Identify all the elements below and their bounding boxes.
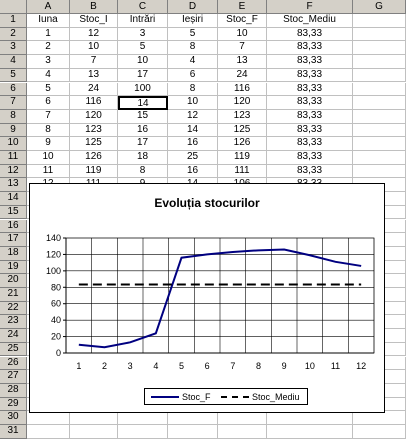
column-header-g[interactable]: G	[353, 0, 406, 14]
cell-a5[interactable]: 4	[27, 69, 70, 83]
cell-a11[interactable]: 10	[27, 151, 70, 165]
cell-c3[interactable]: 5	[118, 41, 168, 55]
cell-d5[interactable]: 6	[168, 69, 218, 83]
cell-b6[interactable]: 24	[70, 83, 118, 97]
cell-f7[interactable]: 83,33	[267, 96, 353, 110]
cell-e11[interactable]: 119	[218, 151, 267, 165]
cell-e1[interactable]: Stoc_F	[218, 14, 267, 28]
x-tick-label-1: 1	[76, 361, 81, 371]
x-tick-label-10: 10	[305, 361, 315, 371]
cell-e2[interactable]: 10	[218, 28, 267, 42]
cell-a9[interactable]: 8	[27, 124, 70, 138]
x-tick-label-2: 2	[102, 361, 107, 371]
cell-e9[interactable]: 125	[218, 124, 267, 138]
cell-d1[interactable]: Ieșiri	[168, 14, 218, 28]
row-header-12[interactable]: 12	[0, 165, 27, 179]
cell-c6[interactable]: 100	[118, 83, 168, 97]
cell-b11[interactable]: 126	[70, 151, 118, 165]
cell-g9[interactable]	[353, 124, 406, 138]
column-header-e[interactable]: E	[218, 0, 267, 14]
cell-c4[interactable]: 10	[118, 55, 168, 69]
y-tick-label-120: 120	[46, 249, 61, 259]
cell-g10[interactable]	[353, 137, 406, 151]
y-tick-label-40: 40	[51, 315, 61, 325]
cell-e12[interactable]: 111	[218, 165, 267, 179]
cell-a1[interactable]: Iuna	[27, 14, 70, 28]
cell-b12[interactable]: 119	[70, 165, 118, 179]
row-header-22[interactable]: 22	[0, 302, 27, 316]
legend-swatch-stoc-f	[151, 396, 179, 398]
row-header-30[interactable]: 30	[0, 411, 27, 425]
cell-b31[interactable]	[70, 425, 118, 439]
cell-d31[interactable]	[168, 425, 218, 439]
cell-g31[interactable]	[353, 425, 406, 439]
cell-f5[interactable]: 83,33	[267, 69, 353, 83]
cell-a12[interactable]: 11	[27, 165, 70, 179]
row-header-2[interactable]: 2	[0, 28, 27, 42]
row-header-7[interactable]: 7	[0, 96, 27, 110]
cell-d3[interactable]: 8	[168, 41, 218, 55]
row-header-28[interactable]: 28	[0, 384, 27, 398]
cell-g7[interactable]	[353, 96, 406, 110]
cell-f3[interactable]: 83,33	[267, 41, 353, 55]
cell-d2[interactable]: 5	[168, 28, 218, 42]
row-header-13[interactable]: 13	[0, 178, 27, 192]
cell-d7[interactable]: 10	[168, 96, 218, 110]
chart-title: Evoluția stocurilor	[30, 196, 384, 210]
chart-legend	[144, 388, 308, 405]
cell-a10[interactable]: 9	[27, 137, 70, 151]
cell-f2[interactable]: 83,33	[267, 28, 353, 42]
cell-b1[interactable]: Stoc_I	[70, 14, 118, 28]
cell-g8[interactable]	[353, 110, 406, 124]
cell-e31[interactable]	[218, 425, 267, 439]
cell-f10[interactable]: 83,33	[267, 137, 353, 151]
legend-swatch-stoc-mediu	[221, 396, 249, 398]
row-header-14[interactable]: 14	[0, 192, 27, 206]
cell-e3[interactable]: 7	[218, 41, 267, 55]
cell-g12[interactable]	[353, 165, 406, 179]
cell-c5[interactable]: 17	[118, 69, 168, 83]
x-tick-label-4: 4	[153, 361, 158, 371]
column-header-c[interactable]: C	[118, 0, 168, 14]
cell-c1[interactable]: Intrări	[118, 14, 168, 28]
chart-plot	[30, 184, 386, 414]
cell-f12[interactable]: 83,33	[267, 165, 353, 179]
cell-g11[interactable]	[353, 151, 406, 165]
cell-d4[interactable]: 4	[168, 55, 218, 69]
cell-e6[interactable]: 116	[218, 83, 267, 97]
row-header-5[interactable]: 5	[0, 69, 27, 83]
row-header-17[interactable]: 17	[0, 233, 27, 247]
y-tick-label-60: 60	[51, 299, 61, 309]
row-header-8[interactable]: 8	[0, 110, 27, 124]
cell-d10[interactable]: 16	[168, 137, 218, 151]
row-header-18[interactable]: 18	[0, 247, 27, 261]
y-tick-label-80: 80	[51, 282, 61, 292]
x-tick-label-12: 12	[356, 361, 366, 371]
cell-g3[interactable]	[353, 41, 406, 55]
legend-item-stoc-mediu	[221, 392, 300, 402]
cell-g1[interactable]	[353, 14, 406, 28]
cell-c10[interactable]: 17	[118, 137, 168, 151]
cell-d12[interactable]: 16	[168, 165, 218, 179]
cell-a8[interactable]: 7	[27, 110, 70, 124]
cell-c7[interactable]: 14	[118, 96, 168, 110]
cell-g5[interactable]	[353, 69, 406, 83]
x-tick-label-9: 9	[282, 361, 287, 371]
cell-f11[interactable]: 83,33	[267, 151, 353, 165]
cell-g2[interactable]	[353, 28, 406, 42]
row-header-29[interactable]: 29	[0, 398, 27, 412]
cell-a2[interactable]: 1	[27, 28, 70, 42]
cell-b8[interactable]: 120	[70, 110, 118, 124]
row-header-3[interactable]: 3	[0, 41, 27, 55]
cell-d9[interactable]: 14	[168, 124, 218, 138]
y-tick-label-100: 100	[46, 266, 61, 276]
select-all-corner[interactable]	[0, 0, 27, 14]
cell-f1[interactable]: Stoc_Mediu	[267, 14, 353, 28]
row-header-6[interactable]: 6	[0, 83, 27, 97]
cell-c12[interactable]: 8	[118, 165, 168, 179]
cell-d11[interactable]: 25	[168, 151, 218, 165]
row-header-19[interactable]: 19	[0, 261, 27, 275]
cell-a6[interactable]: 5	[27, 83, 70, 97]
cell-b7[interactable]: 116	[70, 96, 118, 110]
cell-d8[interactable]: 12	[168, 110, 218, 124]
y-tick-label-0: 0	[56, 348, 61, 358]
row-header-25[interactable]: 25	[0, 343, 27, 357]
row-header-9[interactable]: 9	[0, 124, 27, 138]
cell-e7[interactable]: 120	[218, 96, 267, 110]
column-header-a[interactable]: A	[27, 0, 70, 14]
cell-g6[interactable]	[353, 83, 406, 97]
legend-item-stoc-f	[151, 392, 211, 402]
x-tick-label-11: 11	[331, 361, 340, 371]
row-header-11[interactable]: 11	[0, 151, 27, 165]
legend-label-stoc-mediu: Stoc_Mediu	[252, 392, 300, 402]
row-header-21[interactable]: 21	[0, 288, 27, 302]
cell-c9[interactable]: 16	[118, 124, 168, 138]
column-header-d[interactable]: D	[168, 0, 218, 14]
cell-b2[interactable]: 12	[70, 28, 118, 42]
column-header-f[interactable]: F	[267, 0, 353, 14]
cell-e10[interactable]: 126	[218, 137, 267, 151]
cell-e5[interactable]: 24	[218, 69, 267, 83]
row-header-16[interactable]: 16	[0, 220, 27, 234]
cell-f31[interactable]	[267, 425, 353, 439]
x-tick-label-5: 5	[179, 361, 184, 371]
cell-b4[interactable]: 7	[70, 55, 118, 69]
cell-b5[interactable]: 13	[70, 69, 118, 83]
y-tick-label-20: 20	[51, 332, 61, 342]
row-header-1[interactable]: 1	[0, 14, 27, 28]
cell-b9[interactable]: 123	[70, 124, 118, 138]
x-tick-label-8: 8	[256, 361, 261, 371]
cell-a3[interactable]: 2	[27, 41, 70, 55]
row-header-15[interactable]: 15	[0, 206, 27, 220]
cell-e8[interactable]: 123	[218, 110, 267, 124]
x-tick-label-7: 7	[230, 361, 235, 371]
legend-label-stoc-f: Stoc_F	[182, 392, 211, 402]
cell-f4[interactable]: 83,33	[267, 55, 353, 69]
row-header-27[interactable]: 27	[0, 370, 27, 384]
cell-c11[interactable]: 18	[118, 151, 168, 165]
cell-f9[interactable]: 83,33	[267, 124, 353, 138]
column-header-b[interactable]: B	[70, 0, 118, 14]
cell-b10[interactable]: 125	[70, 137, 118, 151]
row-header-31[interactable]: 31	[0, 425, 27, 439]
cell-f6[interactable]: 83,33	[267, 83, 353, 97]
chart[interactable]	[29, 183, 385, 413]
cell-g4[interactable]	[353, 55, 406, 69]
cell-d6[interactable]: 8	[168, 83, 218, 97]
cell-a31[interactable]	[27, 425, 70, 439]
cell-b3[interactable]: 10	[70, 41, 118, 55]
cell-c8[interactable]: 15	[118, 110, 168, 124]
row-header-23[interactable]: 23	[0, 315, 27, 329]
row-header-26[interactable]: 26	[0, 357, 27, 371]
x-tick-label-6: 6	[205, 361, 210, 371]
y-tick-label-140: 140	[46, 233, 61, 243]
cell-a4[interactable]: 3	[27, 55, 70, 69]
cell-c31[interactable]	[118, 425, 168, 439]
cell-c2[interactable]: 3	[118, 28, 168, 42]
row-header-24[interactable]: 24	[0, 329, 27, 343]
cell-e4[interactable]: 13	[218, 55, 267, 69]
row-header-4[interactable]: 4	[0, 55, 27, 69]
row-header-10[interactable]: 10	[0, 137, 27, 151]
row-header-20[interactable]: 20	[0, 274, 27, 288]
cell-a7[interactable]: 6	[27, 96, 70, 110]
cell-f8[interactable]: 83,33	[267, 110, 353, 124]
x-tick-label-3: 3	[128, 361, 133, 371]
